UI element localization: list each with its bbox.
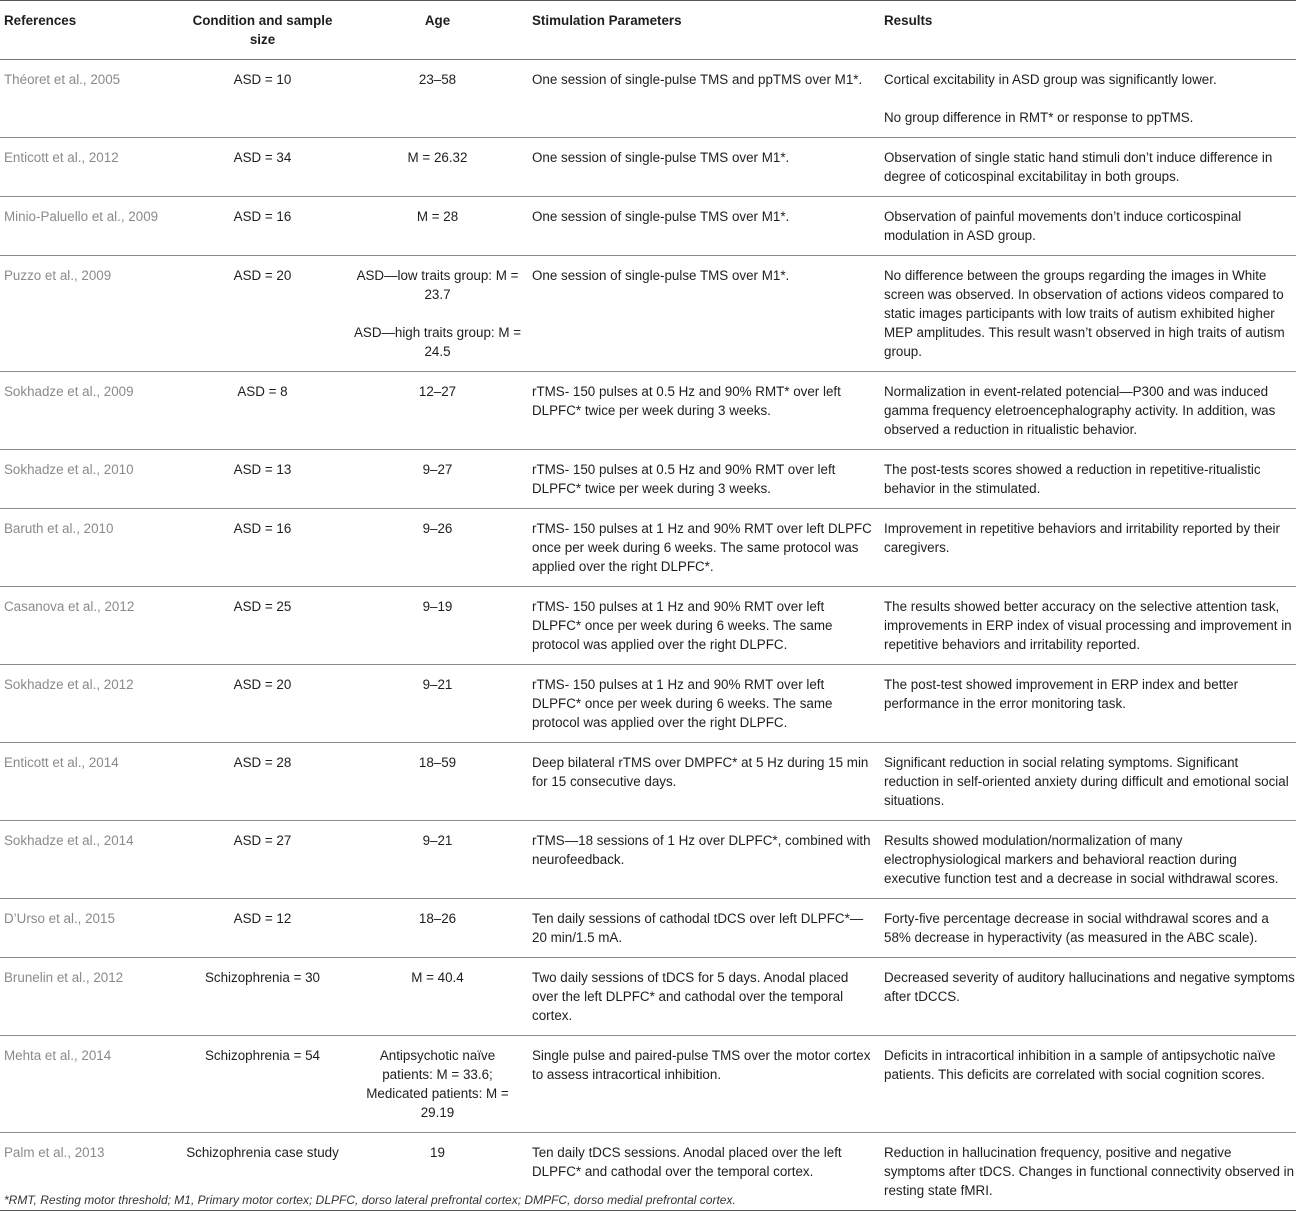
header-condition: Condition and sample size bbox=[175, 1, 349, 60]
header-stimulation: Stimulation Parameters bbox=[525, 1, 875, 60]
results-cell bbox=[875, 450, 1296, 509]
age-cell bbox=[349, 665, 525, 743]
table-row bbox=[0, 821, 1296, 899]
results-cell bbox=[875, 138, 1296, 197]
age-text: 9–27 bbox=[422, 462, 453, 477]
age-text: M = 28 bbox=[416, 209, 459, 224]
condition-cell: ASD = 34 bbox=[175, 138, 349, 197]
results-text: Decreased severity of auditory hallucinations and negative symptoms after tDCCS. bbox=[884, 970, 1295, 1004]
results-text: Results showed modulation/normalization of many electrophysiological markers and behavioral reaction during executive function test and a decrease in social withdrawal scores. bbox=[884, 833, 1279, 886]
age-text: ASD—high traits group: M = 24.5 bbox=[353, 325, 522, 359]
condition-cell: Schizophrenia = 54 bbox=[175, 1036, 349, 1133]
stimulation-cell: One session of single-pulse TMS over M1*. bbox=[525, 197, 875, 256]
results-text: The results showed better accuracy on the selective attention task, improvements in ERP index of visual processing and improvement in repetitive behaviors and irritability reported. bbox=[884, 599, 1292, 652]
results-cell bbox=[875, 821, 1296, 899]
condition-cell: ASD = 20 bbox=[175, 665, 349, 743]
age-text: 18–59 bbox=[418, 755, 457, 770]
reference-cell: Enticott et al., 2012 bbox=[0, 138, 175, 197]
reference-cell: Sokhadze et al., 2014 bbox=[0, 821, 175, 899]
condition-cell: ASD = 13 bbox=[175, 450, 349, 509]
results-cell bbox=[875, 256, 1296, 372]
age-text: 12–27 bbox=[418, 384, 457, 399]
results-text: The post-test showed improvement in ERP index and better performance in the error monitoring task. bbox=[884, 677, 1239, 711]
results-text: Observation of single static hand stimuli don’t induce difference in degree of coticospinal excitabilitay in both groups. bbox=[884, 150, 1273, 184]
reference-cell: Sokhadze et al., 2010 bbox=[0, 450, 175, 509]
condition-cell: ASD = 16 bbox=[175, 509, 349, 587]
table-row bbox=[0, 1036, 1296, 1133]
results-text: No group difference in RMT* or response to ppTMS. bbox=[884, 110, 1194, 125]
results-cell bbox=[875, 958, 1296, 1036]
stimulation-cell: Ten daily sessions of cathodal tDCS over left DLPFC*—20 min/1.5 mA. bbox=[525, 899, 875, 958]
age-text: 23–58 bbox=[418, 72, 457, 87]
results-cell bbox=[875, 60, 1296, 138]
stimulation-cell: rTMS- 150 pulses at 1 Hz and 90% RMT over left DLPFC* once per week during 6 weeks. The same protocol was applied over the right DLPFC. bbox=[525, 587, 875, 665]
stimulation-cell: One session of single-pulse TMS and ppTMS over M1*. bbox=[525, 60, 875, 138]
age-cell bbox=[349, 1036, 525, 1133]
table-row bbox=[0, 587, 1296, 665]
age-cell bbox=[349, 743, 525, 821]
table-row bbox=[0, 665, 1296, 743]
table-row bbox=[0, 958, 1296, 1036]
age-cell bbox=[349, 958, 525, 1036]
results-cell bbox=[875, 587, 1296, 665]
age-cell bbox=[349, 197, 525, 256]
reference-cell: Théoret et al., 2005 bbox=[0, 60, 175, 138]
stimulation-cell: rTMS- 150 pulses at 0.5 Hz and 90% RMT over left DLPFC* twice per week during 3 weeks. bbox=[525, 450, 875, 509]
age-text: M = 40.4 bbox=[411, 970, 464, 985]
table-row bbox=[0, 743, 1296, 821]
header-references: References bbox=[0, 1, 175, 60]
age-text: 9–26 bbox=[422, 521, 453, 536]
stimulation-cell: rTMS—18 sessions of 1 Hz over DLPFC*, combined with neurofeedback. bbox=[525, 821, 875, 899]
condition-cell: Schizophrenia = 30 bbox=[175, 958, 349, 1036]
results-text: Improvement in repetitive behaviors and irritability reported by their caregivers. bbox=[884, 521, 1280, 555]
stimulation-cell: rTMS- 150 pulses at 0.5 Hz and 90% RMT* over left DLPFC* twice per week during 3 weeks. bbox=[525, 372, 875, 450]
reference-cell: D’Urso et al., 2015 bbox=[0, 899, 175, 958]
condition-cell: ASD = 25 bbox=[175, 587, 349, 665]
age-text: 18–26 bbox=[418, 911, 457, 926]
results-cell bbox=[875, 509, 1296, 587]
condition-cell: ASD = 8 bbox=[175, 372, 349, 450]
condition-cell: ASD = 28 bbox=[175, 743, 349, 821]
table-row bbox=[0, 372, 1296, 450]
age-text: 19 bbox=[430, 1145, 445, 1160]
condition-cell: ASD = 27 bbox=[175, 821, 349, 899]
results-cell bbox=[875, 1133, 1296, 1211]
results-text: The post-tests scores showed a reduction in repetitive-ritualistic behavior in the stimulated. bbox=[884, 462, 1261, 496]
stimulation-cell: Single pulse and paired-pulse TMS over the motor cortex to assess intracortical inhibition. bbox=[525, 1036, 875, 1133]
reference-cell: Baruth et al., 2010 bbox=[0, 509, 175, 587]
age-text: Antipsychotic naïve patients: M = 33.6; Medicated patients: M = 29.19 bbox=[366, 1048, 509, 1120]
age-cell bbox=[349, 587, 525, 665]
table-body bbox=[0, 60, 1296, 1211]
stimulation-cell: Deep bilateral rTMS over DMPFC* at 5 Hz during 15 min for 15 consecutive days. bbox=[525, 743, 875, 821]
reference-cell: Minio-Paluello et al., 2009 bbox=[0, 197, 175, 256]
results-cell bbox=[875, 372, 1296, 450]
results-text: Cortical excitability in ASD group was significantly lower. bbox=[884, 72, 1217, 87]
header-age: Age bbox=[349, 1, 525, 60]
header-row bbox=[0, 1, 1296, 60]
table-row bbox=[0, 509, 1296, 587]
condition-cell: ASD = 20 bbox=[175, 256, 349, 372]
results-text: Forty-five percentage decrease in social withdrawal scores and a 58% decrease in hyperactivity (as measured in the ABC scale). bbox=[884, 911, 1269, 945]
reference-cell: Sokhadze et al., 2012 bbox=[0, 665, 175, 743]
results-text: Reduction in hallucination frequency, positive and negative symptoms after tDCS. Changes in functional connectivity observed in resting state fMRI. bbox=[884, 1145, 1295, 1198]
condition-cell: ASD = 12 bbox=[175, 899, 349, 958]
table-row bbox=[0, 899, 1296, 958]
age-cell bbox=[349, 138, 525, 197]
age-cell bbox=[349, 256, 525, 372]
age-text: 9–19 bbox=[422, 599, 453, 614]
results-cell bbox=[875, 743, 1296, 821]
results-cell bbox=[875, 665, 1296, 743]
table-row bbox=[0, 256, 1296, 372]
age-cell bbox=[349, 450, 525, 509]
results-text: Normalization in event-related potencial—P300 and was induced gamma frequency eletroencephalography activity. In addition, was observed a reduction in ritualistic behavior. bbox=[884, 384, 1276, 437]
reference-cell: Casanova et al., 2012 bbox=[0, 587, 175, 665]
age-text: ASD—low traits group: M = 23.7 bbox=[356, 268, 519, 302]
reference-cell: Puzzo et al., 2009 bbox=[0, 256, 175, 372]
header-results: Results bbox=[875, 1, 1296, 60]
condition-cell: ASD = 16 bbox=[175, 197, 349, 256]
age-cell bbox=[349, 821, 525, 899]
table-row bbox=[0, 450, 1296, 509]
age-cell bbox=[349, 899, 525, 958]
table-row bbox=[0, 197, 1296, 256]
results-cell bbox=[875, 899, 1296, 958]
reference-cell: Sokhadze et al., 2009 bbox=[0, 372, 175, 450]
results-text: Observation of painful movements don’t induce corticospinal modulation in ASD group. bbox=[884, 209, 1242, 243]
results-cell bbox=[875, 197, 1296, 256]
age-cell bbox=[349, 372, 525, 450]
stimulation-cell: rTMS- 150 pulses at 1 Hz and 90% RMT over left DLPFC* once per week during 6 weeks. The same protocol was applied over the right DLPFC. bbox=[525, 665, 875, 743]
stimulation-cell: One session of single-pulse TMS over M1*. bbox=[525, 138, 875, 197]
age-cell bbox=[349, 60, 525, 138]
table-row bbox=[0, 138, 1296, 197]
stimulation-cell: rTMS- 150 pulses at 1 Hz and 90% RMT over left DLPFC once per week during 6 weeks. The same protocol was applied over the right DLPFC*. bbox=[525, 509, 875, 587]
age-text: 9–21 bbox=[422, 677, 453, 692]
stimulation-cell: Two daily sessions of tDCS for 5 days. Anodal placed over the left DLPFC* and cathodal over the temporal cortex. bbox=[525, 958, 875, 1036]
table-header bbox=[0, 1, 1296, 60]
age-text: 9–21 bbox=[422, 833, 453, 848]
reference-cell: Enticott et al., 2014 bbox=[0, 743, 175, 821]
reference-cell: Brunelin et al., 2012 bbox=[0, 958, 175, 1036]
results-text: Significant reduction in social relating symptoms. Significant reduction in self-oriented anxiety during difficult and emotional social situations. bbox=[884, 755, 1289, 808]
reference-cell: Mehta et al., 2014 bbox=[0, 1036, 175, 1133]
condition-cell: ASD = 10 bbox=[175, 60, 349, 138]
results-text: Deficits in intracortical inhibition in a sample of antipsychotic naïve patients. This deficits are correlated with social cognition scores. bbox=[884, 1048, 1276, 1082]
table-row bbox=[0, 60, 1296, 138]
results-text: No difference between the groups regarding the images in White screen was observed. In observation of actions videos compared to static images participants with low traits of autism exhibited higher MEP amplitudes. This result wasn’t observed in high traits of autism group. bbox=[884, 268, 1285, 359]
reference-cell: Palm et al., 2013 bbox=[0, 1133, 175, 1211]
stimulation-cell: Ten daily tDCS sessions. Anodal placed over the left DLPFC* and cathodal over the temporal cortex. bbox=[525, 1133, 875, 1211]
condition-cell: Schizophrenia case study bbox=[175, 1133, 349, 1211]
table-footnote: *RMT, Resting motor threshold; M1, Primary motor cortex; DLPFC, dorso lateral prefrontal cortex; DMPFC, dorso medial prefrontal cortex. bbox=[4, 1193, 736, 1207]
age-cell bbox=[349, 509, 525, 587]
age-text: M = 26.32 bbox=[407, 150, 468, 165]
results-cell bbox=[875, 1036, 1296, 1133]
stimulation-cell: One session of single-pulse TMS over M1*. bbox=[525, 256, 875, 372]
